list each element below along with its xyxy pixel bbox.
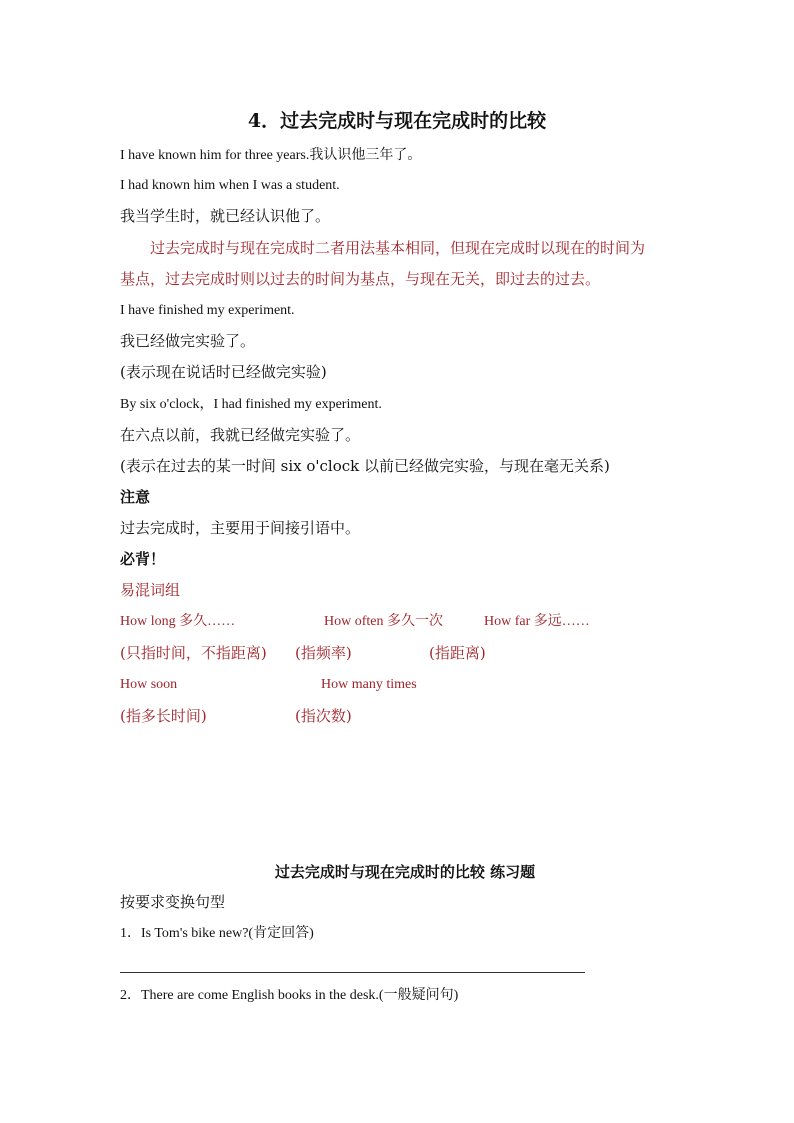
question-2: 2．There are come English books in the desk.(一般疑问句) xyxy=(120,988,459,1003)
phrase-how-often: How often 多久一次 xyxy=(324,614,443,629)
answer-line-1[interactable] xyxy=(120,972,585,973)
phrase-how-often-meaning: (指频率) xyxy=(295,644,352,662)
phrase-how-many-times-meaning: (指次数) xyxy=(295,707,352,725)
exercise-title: 过去完成时与现在完成时的比较 练习题 xyxy=(274,863,536,881)
example2-chinese: 我当学生时，就已经认识他了。 xyxy=(120,207,331,225)
example4-note: (表示在过去的某一时间 six o'clock 以前已经做完实验，与现在毫无关系) xyxy=(120,457,610,475)
example3-chinese: 我已经做完实验了。 xyxy=(120,332,256,350)
section-title: 4．过去完成时与现在完成时的比较 xyxy=(247,110,547,132)
example1 xyxy=(120,145,421,166)
note-text: 过去完成时，主要用于间接引语中。 xyxy=(120,519,361,537)
example1-chinese: 我认识他三年了。 xyxy=(309,147,422,163)
explanation-line-1: 过去完成时与现在完成时二者用法基本相同，但现在完成时以现在的时间为 xyxy=(150,239,646,257)
phrase-how-soon: How soon xyxy=(120,677,178,692)
example2-english: I had known him when I was a student. xyxy=(120,178,340,193)
example3-english: I have finished my experiment. xyxy=(120,303,295,318)
phrase-how-soon-meaning: (指多长时间) xyxy=(120,707,207,725)
question-1: 1．Is Tom's bike new?(肯定回答) xyxy=(120,926,314,941)
example3-note: (表示现在说话时已经做完实验) xyxy=(120,363,327,381)
confusing-phrases-heading: 易混词组 xyxy=(120,581,181,599)
phrase-how-far-meaning: (指距离) xyxy=(429,644,486,662)
note-heading: 注意 xyxy=(120,488,151,506)
explanation-line-2: 基点，过去完成时则以过去的时间为基点，与现在无关，即过去的过去。 xyxy=(120,270,601,288)
phrase-how-long-meaning: (只指时间，不指距离) xyxy=(120,644,267,662)
example4-english: By six o'clock，I had finished my experiment. xyxy=(120,397,382,412)
example1-english: I have known him for three years. xyxy=(120,148,310,163)
phrase-how-long: How long 多久…… xyxy=(120,614,236,629)
must-recite-heading: 必背！ xyxy=(120,550,166,568)
phrase-how-many-times: How many times xyxy=(321,677,417,692)
exercise-instruction: 按要求变换句型 xyxy=(120,893,226,911)
example4-chinese: 在六点以前，我就已经做完实验了。 xyxy=(120,426,361,444)
phrase-how-far: How far 多远…… xyxy=(484,614,590,629)
